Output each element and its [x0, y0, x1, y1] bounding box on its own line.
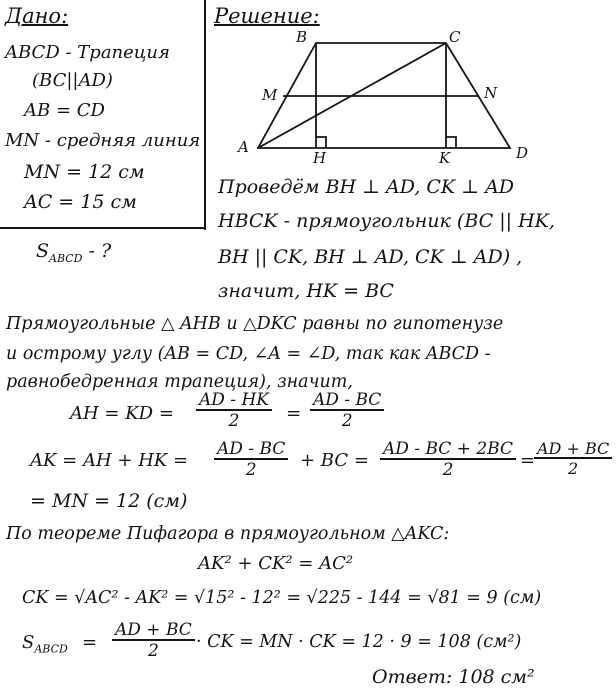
given-line-ac: AC = 15 см	[24, 191, 137, 213]
eq1-fraction-1	[196, 392, 272, 430]
eq5-right: · CK = MN · CK = 12 · 9 = 108 (см²)	[196, 632, 522, 652]
find-area-tail: - ?	[82, 240, 112, 262]
find-area-subscript: ABCD	[49, 251, 83, 265]
eq2-fraction-1-numerator: AD - BC	[214, 441, 288, 460]
eq5-area-subscript: ABCD	[34, 642, 68, 656]
eq1-fraction-2-denominator: 2	[341, 411, 353, 431]
eq2-mid: + BC =	[300, 450, 369, 471]
eq5-equals: =	[82, 632, 98, 653]
eq2-fraction-3-numerator: AD + BC	[534, 441, 612, 459]
eq5-area-symbol: S	[22, 632, 35, 653]
eq2-fraction-2-numerator: AD - BC + 2BC	[380, 441, 516, 460]
given-line-parallel: (BC||AD)	[32, 70, 113, 91]
vertex-label-h: H	[313, 149, 327, 167]
eq2-fraction-3	[534, 441, 612, 477]
eq1-fraction-1-numerator: AD - HK	[196, 392, 272, 411]
eq5-fraction	[112, 622, 195, 660]
solution-line-2: HBCK - прямоугольник (BC || HK,	[218, 210, 555, 232]
given-line-mn: MN = 12 см	[24, 161, 145, 183]
solution-line-8: По теореме Пифагора в прямоугольном △AKC:	[6, 524, 450, 544]
answer: Ответ: 108 см²	[372, 666, 535, 688]
eq2-fraction-2-denominator: 2	[442, 460, 454, 480]
given-line-trapezoid: ABCD - Трапеция	[5, 42, 170, 63]
eq4-ck: CK = √AC² - AK² = √15² - 12² = √225 - 144 = √81 = 9 (см)	[22, 588, 542, 608]
eq2-left: AK = AH + HK =	[30, 450, 189, 471]
given-title: Дано:	[5, 4, 69, 28]
eq2-equals: =	[520, 450, 536, 471]
find-area-symbol: S	[36, 240, 50, 262]
eq2-fraction-1	[214, 441, 288, 479]
eq2-fraction-1-denominator: 2	[245, 460, 257, 480]
eq1-fraction-2-numerator: AD - BC	[310, 392, 384, 411]
right-angle-h	[316, 137, 326, 148]
eq3: = MN = 12 (см)	[30, 490, 188, 512]
given-line-ab-cd: AB = CD	[24, 100, 105, 121]
vertex-label-b: B	[296, 28, 308, 46]
solution-line-4: значит, HK = BC	[218, 280, 394, 302]
eq5-left	[22, 634, 68, 655]
vertex-label-c: C	[449, 28, 461, 46]
vertex-label-d: D	[516, 144, 529, 162]
eq1-left: AH = KD =	[70, 403, 174, 424]
solution-line-5: Прямоугольные △ AHB и △DKC равны по гипотенузе	[6, 314, 504, 334]
eq1-equals: =	[286, 403, 302, 424]
eq2-fraction-2	[380, 441, 516, 479]
vertex-label-m: M	[262, 86, 278, 104]
vertex-label-k: K	[439, 149, 451, 167]
solution-title: Решение:	[214, 4, 320, 28]
pythagoras-equation: AK² + CK² = AC²	[198, 553, 354, 574]
trapezoid-figure	[258, 43, 510, 148]
solution-line-3: BH || CK, BH ⊥ AD, CK ⊥ AD) ,	[218, 246, 523, 268]
eq5-fraction-numerator: AD + BC	[112, 622, 195, 641]
vertex-label-a: A	[238, 138, 249, 156]
right-angle-k	[446, 137, 456, 148]
solution-line-6: и острому углу (AB = CD, ∠A = ∠D, так как ABCD -	[6, 344, 491, 364]
find-area	[36, 242, 111, 264]
eq1-fraction-2	[310, 392, 384, 430]
given-line-midline: MN - средняя линия	[5, 130, 201, 151]
solution-line-1: Проведём BH ⊥ AD, CK ⊥ AD	[218, 176, 515, 198]
eq2-fraction-3-denominator: 2	[568, 459, 579, 478]
eq1-fraction-1-denominator: 2	[228, 411, 240, 431]
eq5-fraction-denominator: 2	[147, 641, 159, 661]
solution-line-7: равнобедренная трапеция), значит,	[6, 372, 353, 392]
vertex-label-n: N	[484, 84, 498, 102]
